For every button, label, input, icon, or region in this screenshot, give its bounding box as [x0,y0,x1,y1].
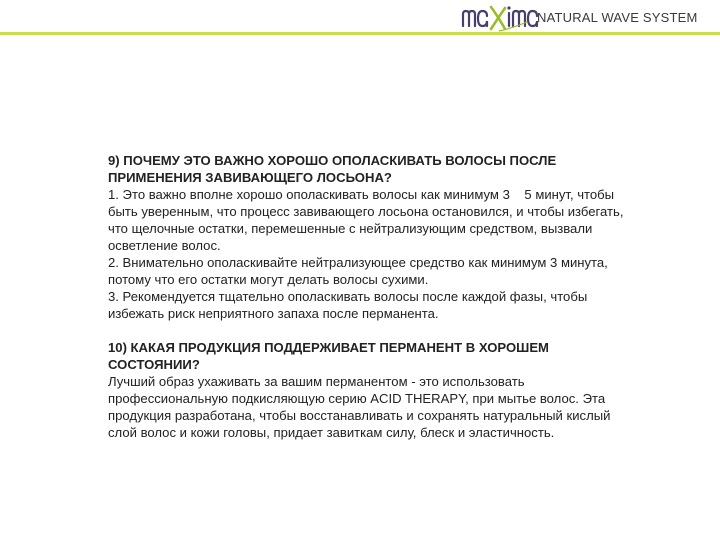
section-spacer [108,322,668,339]
section-9-body-line: 1. Это важно вполне хорошо ополаскивать волосы как минимум 3 5 минут, чтобы [108,187,615,202]
header-divider [0,32,720,35]
section-9-title-line: ПРИМЕНЕНИЯ ЗАВИВАЮЩЕГО ЛОСЬОНА? [108,170,392,185]
section-9-body-line: осветление волос. [108,238,221,253]
section-9-body-line: 3. Рекомендуется тщательно ополаскивать волосы после каждой фазы, чтобы [108,289,588,304]
section-9-body-line: потому что его остатки могут делать волосы сухими. [108,272,429,287]
maxima-logo [461,4,539,32]
section-10-body-line: продукция разработана, чтобы восстанавливать и сохранять натуральный кислый [108,408,611,423]
content-body [108,152,668,441]
section-9-body-line: избежать риск неприятного запаха после перманента. [108,306,439,321]
section-9-title-line: 9) ПОЧЕМУ ЭТО ВАЖНО ХОРОШО ОПОЛАСКИВАТЬ ВОЛОСЫ ПОСЛЕ [108,153,557,168]
section-10-title-line: 10) КАКАЯ ПРОДУКЦИЯ ПОДДЕРЖИВАЕТ ПЕРМАНЕНТ В ХОРОШЕМ [108,340,549,355]
section-9-body [108,186,668,322]
section-10-title-line: СОСТОЯНИИ? [108,357,200,372]
section-9-body-line: 2. Внимательно ополаскивайте нейтрализующее средство как минимум 3 минута, [108,255,608,270]
section-10-body [108,373,668,441]
section-10-body-line: профессиональную подкисляющую серию ACID THERAPY, при мытье волос. Эта [108,391,606,406]
section-9-body-line: что щелочные остатки, перемешенные с нейтрализующим средством, вызвали [108,221,593,236]
tagline: NATURAL WAVE SYSTEM [537,10,698,25]
maxima-logo-graphic [461,4,539,32]
section-10-body-line: Лучший образ ухаживать за вашим перманентом - это использовать [108,374,525,389]
section-10-title [108,339,668,373]
section-9-body-line: быть уверенным, что процесс завивающего лосьона остановился, и чтобы избегать, [108,204,624,219]
section-10-body-line: слой волос и кожи головы, придает завиткам силу, блеск и эластичность. [108,425,555,440]
section-9-title [108,152,668,186]
